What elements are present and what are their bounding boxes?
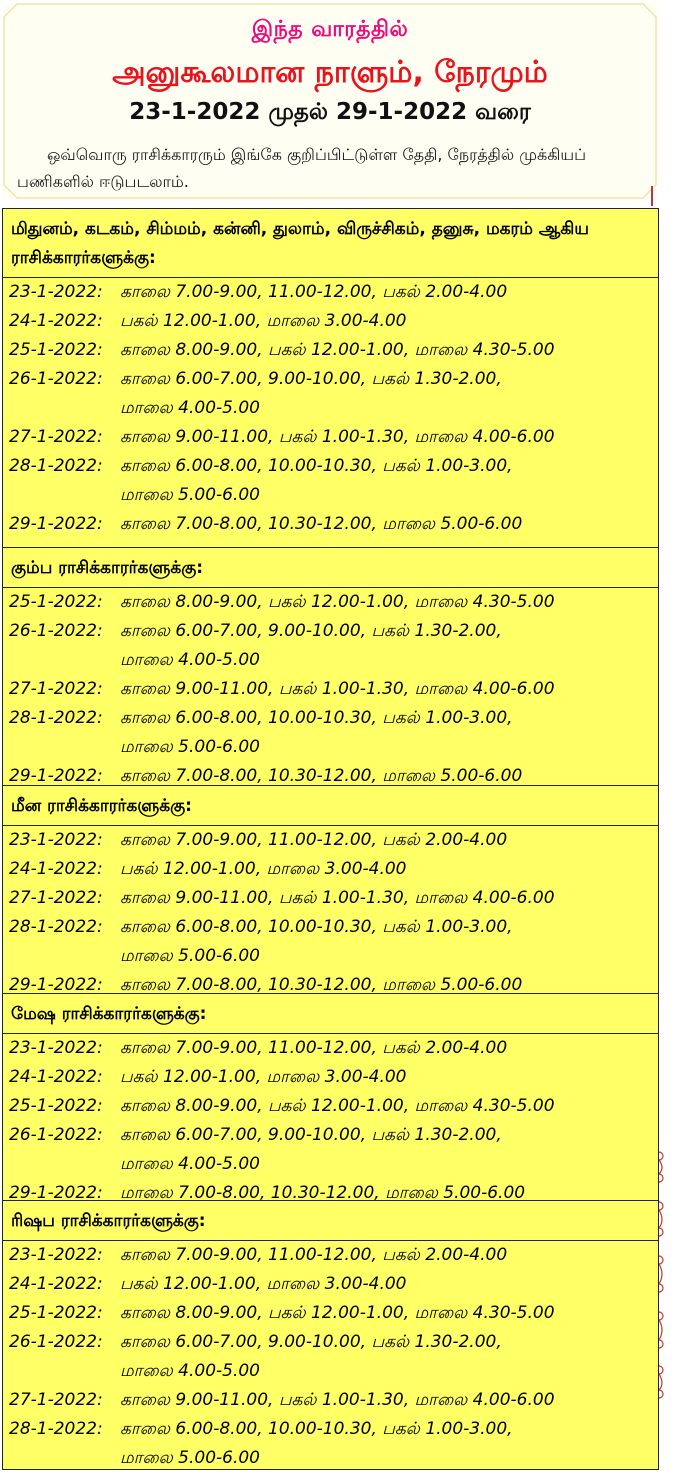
row-times-continued: மாலை 5.00-6.00 — [120, 946, 261, 966]
row-date: 23-1-2022: — [9, 282, 103, 302]
schedule-row — [3, 617, 658, 675]
schedule-row — [3, 913, 658, 971]
schedule-row — [3, 1328, 658, 1386]
row-times-continued: மாலை 4.00-5.00 — [120, 650, 261, 670]
row-times: காலை 9.00-11.00, பகல் 1.00-1.30, மாலை 4.00-6.00 — [120, 427, 555, 447]
row-date: 27-1-2022: — [9, 679, 103, 699]
row-times-continued: மாலை 5.00-6.00 — [120, 1448, 261, 1468]
schedule-row — [3, 1121, 658, 1179]
row-date: 29-1-2022: — [9, 514, 103, 534]
header-card — [3, 3, 657, 199]
schedule-row — [3, 452, 658, 510]
row-times: பகல் 12.00-1.00, மாலை 3.00-4.00 — [120, 1067, 407, 1087]
row-times: காலை 7.00-9.00, 11.00-12.00, பகல் 2.00-4.00 — [120, 830, 508, 850]
header-title: அனுகூலமான நாளும், நேரமும் — [112, 55, 548, 90]
schedule-row — [3, 307, 658, 336]
section-rishabam — [3, 1201, 658, 1469]
row-times: காலை 6.00-7.00, 9.00-10.00, பகல் 1.30-2.00, — [120, 369, 502, 389]
schedule-row — [3, 1241, 658, 1270]
row-times: காலை 7.00-9.00, 11.00-12.00, பகல் 2.00-4.00 — [120, 282, 508, 302]
schedule-row — [3, 336, 658, 365]
row-times: காலை 9.00-11.00, பகல் 1.00-1.30, மாலை 4.00-6.00 — [120, 1390, 555, 1410]
row-times: காலை 6.00-8.00, 10.00-10.30, பகல் 1.00-3.00, — [120, 456, 513, 476]
header-date-range: 23-1-2022 முதல் 29-1-2022 வரை — [129, 99, 531, 125]
schedule-row — [3, 588, 658, 617]
row-date: 29-1-2022: — [9, 766, 103, 786]
row-date: 26-1-2022: — [9, 369, 103, 389]
row-times: பகல் 12.00-1.00, மாலை 3.00-4.00 — [120, 311, 407, 331]
header-note: ஒவ்வொரு ராசிக்காரரும் இங்கே குறிப்பிட்டுள்ள தேதி, நேரத்தில் முக்கியப் பணிகளில் ஈடுபடலாம். — [17, 145, 587, 191]
row-date: 27-1-2022: — [9, 888, 103, 908]
row-date: 26-1-2022: — [9, 1125, 103, 1145]
row-date: 27-1-2022: — [9, 1390, 103, 1410]
row-date: 23-1-2022: — [9, 1038, 103, 1058]
row-times-continued: மாலை 4.00-5.00 — [120, 1361, 261, 1381]
row-date: 24-1-2022: — [9, 859, 103, 879]
section-group-1 — [3, 209, 658, 548]
row-times: காலை 7.00-9.00, 11.00-12.00, பகல் 2.00-4.00 — [120, 1245, 508, 1265]
schedule-row — [3, 1092, 658, 1121]
row-times: காலை 7.00-8.00, 10.30-12.00, மாலை 5.00-6.00 — [120, 514, 523, 534]
row-date: 28-1-2022: — [9, 708, 103, 728]
row-date: 28-1-2022: — [9, 456, 103, 476]
row-times: காலை 7.00-8.00, 10.30-12.00, மாலை 5.00-6.00 — [120, 975, 523, 995]
schedule-row — [3, 1415, 658, 1473]
row-date: 24-1-2022: — [9, 1067, 103, 1087]
row-date: 25-1-2022: — [9, 1303, 103, 1323]
row-times: காலை 6.00-8.00, 10.00-10.30, பகல் 1.00-3.00, — [120, 708, 513, 728]
schedule-row — [3, 365, 658, 423]
row-date: 24-1-2022: — [9, 1274, 103, 1294]
section-heading: மீன ராசிக்காரர்களுக்கு: — [3, 786, 658, 826]
schedule-table — [2, 208, 659, 1470]
row-times: காலை 6.00-7.00, 9.00-10.00, பகல் 1.30-2.00, — [120, 621, 502, 641]
row-times: காலை 6.00-7.00, 9.00-10.00, பகல் 1.30-2.00, — [120, 1332, 502, 1352]
row-times: காலை 8.00-9.00, பகல் 12.00-1.00, மாலை 4.30-5.00 — [120, 1096, 555, 1116]
schedule-row — [3, 1270, 658, 1299]
section-heading: மேஷ ராசிக்காரர்களுக்கு: — [3, 994, 658, 1034]
section-heading: கும்ப ராசிக்காரர்களுக்கு: — [3, 548, 658, 588]
schedule-row — [3, 855, 658, 884]
schedule-row — [3, 704, 658, 762]
row-date: 25-1-2022: — [9, 340, 103, 360]
row-times: காலை 9.00-11.00, பகல் 1.00-1.30, மாலை 4.00-6.00 — [120, 888, 555, 908]
row-times: மாலை 7.00-8.00, 10.30-12.00, மாலை 5.00-6.00 — [120, 1183, 526, 1203]
row-date: 24-1-2022: — [9, 311, 103, 331]
schedule-row — [3, 1386, 658, 1415]
row-times: காலை 6.00-7.00, 9.00-10.00, பகல் 1.30-2.00, — [120, 1125, 502, 1145]
row-times: காலை 9.00-11.00, பகல் 1.00-1.30, மாலை 4.00-6.00 — [120, 679, 555, 699]
schedule-row — [3, 675, 658, 704]
row-times-continued: மாலை 4.00-5.00 — [120, 398, 261, 418]
row-date: 25-1-2022: — [9, 1096, 103, 1116]
row-date: 28-1-2022: — [9, 917, 103, 937]
schedule-row — [3, 1299, 658, 1328]
row-times-continued: மாலை 4.00-5.00 — [120, 1154, 261, 1174]
schedule-row — [3, 884, 658, 913]
row-times: காலை 8.00-9.00, பகல் 12.00-1.00, மாலை 4.30-5.00 — [120, 1303, 555, 1323]
schedule-row — [3, 1063, 658, 1092]
decor-line — [651, 186, 653, 206]
row-date: 25-1-2022: — [9, 592, 103, 612]
row-times: காலை 6.00-8.00, 10.00-10.30, பகல் 1.00-3.00, — [120, 917, 513, 937]
row-date: 29-1-2022: — [9, 975, 103, 995]
row-times: காலை 8.00-9.00, பகல் 12.00-1.00, மாலை 4.30-5.00 — [120, 340, 555, 360]
row-date: 23-1-2022: — [9, 1245, 103, 1265]
row-date: 27-1-2022: — [9, 427, 103, 447]
row-date: 28-1-2022: — [9, 1419, 103, 1439]
row-times: பகல் 12.00-1.00, மாலை 3.00-4.00 — [120, 859, 407, 879]
row-times: காலை 8.00-9.00, பகல் 12.00-1.00, மாலை 4.30-5.00 — [120, 592, 555, 612]
header-subtitle: இந்த வாரத்தில் — [251, 17, 409, 42]
schedule-row — [3, 826, 658, 855]
row-date: 26-1-2022: — [9, 1332, 103, 1352]
row-times-continued: மாலை 5.00-6.00 — [120, 485, 261, 505]
row-times: காலை 7.00-8.00, 10.30-12.00, மாலை 5.00-6.00 — [120, 766, 523, 786]
row-times: பகல் 12.00-1.00, மாலை 3.00-4.00 — [120, 1274, 407, 1294]
section-kumbam — [3, 548, 658, 786]
section-heading: மிதுனம், கடகம், சிம்மம், கன்னி, துலாம், விருச்சிகம், தனுசு, மகரம் ஆகிய ராசிக்காரர்களுக்கு: — [3, 209, 658, 278]
schedule-row — [3, 423, 658, 452]
section-mesham — [3, 994, 658, 1201]
row-date: 23-1-2022: — [9, 830, 103, 850]
row-times: காலை 6.00-8.00, 10.00-10.30, பகல் 1.00-3.00, — [120, 1419, 513, 1439]
row-date: 29-1-2022: — [9, 1183, 103, 1203]
row-times: காலை 7.00-9.00, 11.00-12.00, பகல் 2.00-4.00 — [120, 1038, 508, 1058]
schedule-row — [3, 278, 658, 307]
section-heading: ரிஷப ராசிக்காரர்களுக்கு: — [3, 1201, 658, 1241]
row-date: 26-1-2022: — [9, 621, 103, 641]
section-meenam — [3, 786, 658, 994]
schedule-row — [3, 510, 658, 539]
row-times-continued: மாலை 5.00-6.00 — [120, 737, 261, 757]
schedule-row — [3, 1034, 658, 1063]
